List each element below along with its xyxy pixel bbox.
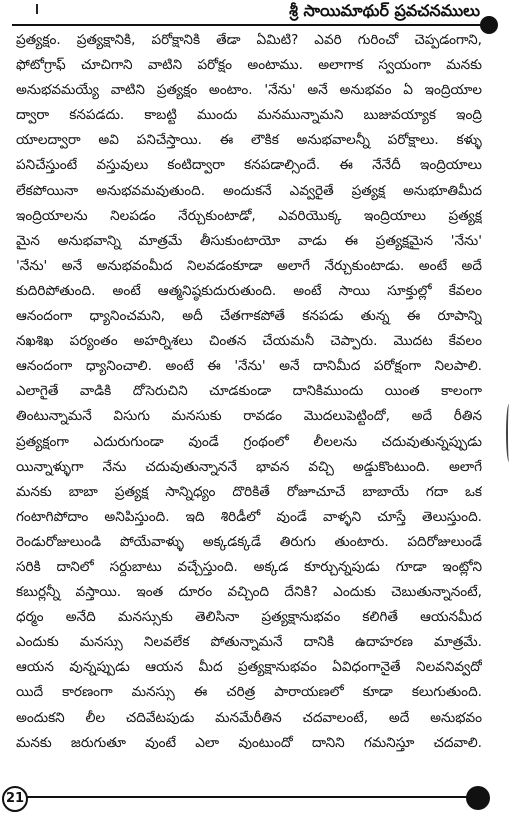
corner-tick-mark xyxy=(36,4,38,14)
text-line: మనకు బాబా ప్రత్యక్ష సాన్నిధ్యం దొరికితే రోజూచూచే బాబాయే గదా ఒక xyxy=(16,483,482,500)
running-head-title: శ్రీ సాయిమాథుర్ ప్రవచనములు xyxy=(289,1,480,20)
text-line: ఎందుకు మనస్సు నిలవలేక పోతున్నామనే దానికి ఉదాహరణ మాత్రమే. xyxy=(16,634,482,651)
text-line: ఎలాగైతే వాడికి దోసెరుచిని చూడకుండా దానికిముందు యింత కాలంగా xyxy=(16,383,482,400)
text-line: ఆయన వున్నప్పుడు ఆయన మీద ప్రత్యక్షానుభవం ఏవిధంగానైతే నిలవనివ్వదో xyxy=(16,659,482,676)
text-line: యిదే కారణంగా మనస్సు ఈ చరిత్ర పారాయణలో కూడా కలుగుతుంది. xyxy=(16,684,482,701)
text-line: అందుకని లీల చదివేటపుడు మనమేరీతిన చదవాలంటే, అదే అనుభవం xyxy=(16,709,482,726)
text-line: పనిచేస్తుంటే వస్తువులు కంటిద్వారా కనపడాల్సిందే. ఈ నేనేదీ ఇంద్రియాలు xyxy=(16,157,482,174)
text-line: ఆనందంగా ధ్యానించమని, అదీ చేతగాకపోతే కనపడు తున్న ఈ రూపాన్ని xyxy=(16,308,482,325)
text-line: ద్వారా కనపడదు. కాబట్టి ముందు మనమున్నామని బుజువయ్యాక ఇంద్రి xyxy=(16,107,482,124)
text-line: ప్రత్యక్షంగా ఎదురుగుండా వుండే గ్రంథంలో లీలలను చదువుతున్నప్పుడు xyxy=(16,433,482,450)
footer-ornament-dot xyxy=(466,786,490,810)
header-rule xyxy=(12,24,488,26)
footer-rule xyxy=(26,796,486,798)
body-text xyxy=(16,28,482,756)
page-number: 21 xyxy=(2,786,28,812)
text-line: అనుభవమయ్యే వాటిని ప్రత్యక్షం అంటాం. 'నేను' అనే అనుభవం ఏ ఇంద్రియాల xyxy=(16,82,482,99)
text-line: యాలద్వారా అవి పనిచేస్తాయి. ఈ లౌకిక అనుభవాలన్నీ పరోక్షాలు. కళ్ళు xyxy=(16,132,482,149)
text-line: ఆనందంగా ధ్యానించాలి. అంటే ఈ 'నేను' అనే దానిమీద పరోక్షంగా నిలపాలి. xyxy=(16,358,482,375)
text-line: ప్రత్యక్షం. ప్రత్యక్షానికి, పరోక్షానికి తేడా ఏమిటి? ఎవరి గురించో చెప్పడంగాని, xyxy=(16,32,482,48)
text-line: లేకపోయినా అనుభవమవుతుంది. అందుకనే ఎవ్వరైతే ప్రత్యక్ష అనుభూతిమీద xyxy=(16,182,482,199)
text-line: మనకు జరుగుతూ వుంటే ఎలా వుంటుందో దానిని గమనిస్తూ చదవాలి. xyxy=(16,734,482,751)
text-line: గంటాగిపోదాం అనిపిస్తుంది. ఇది శిరిడీలో వుండే వాళ్ళని చూస్తే తెలుస్తుంది. xyxy=(16,508,482,525)
text-line: ఇంద్రియాలను నిలపడం నేర్చుకుంటాడో, ఎవరియొక్క ఇంద్రియాలు ప్రత్యక్ష xyxy=(16,207,482,224)
text-line: ధర్మం అనేది మనస్సుకు తెలిసినా ప్రత్యక్షానుభవం కలిగితే ఆయనమీద xyxy=(16,609,482,626)
text-line: మైన అనుభవాన్ని మాత్రమే తీసుకుంటాయో వాడు ఈ ప్రత్యక్షమైన 'నేను' xyxy=(16,232,482,249)
text-line: కబుర్లన్నీ వస్తాయి. ఇంత దూరం వచ్చింది దేనికి? ఎందుకు చెబుతున్నానంటే, xyxy=(16,584,482,601)
margin-bracket-mark xyxy=(506,404,512,462)
text-line: రెండురోజులుండి పోయేవాళ్ళు అక్కడక్కడే తిరుగు తుంటారు. పదిరోజులుండే xyxy=(16,533,482,550)
text-line: తింటున్నామనే విసుగు మనసుకు రావడం మొదలుపెట్టిందో, అదే రీతిన xyxy=(16,408,482,425)
text-line: సరికి దానిలో సర్దుబాటు వచ్చేస్తుంది. అక్కడ కూర్చున్నపుడు గూడా ఇంట్లోని xyxy=(16,558,482,575)
text-line: 'నేను' అనే అనుభవంమీద నిలవడంకూడా అలాగే నేర్చుకుంటాడు. అంటే అదే xyxy=(16,257,482,274)
text-line: ఫోటోగ్రాఫ్ చూచిగాని వాటిని పరోక్షం అంటాము. అలాగాక స్వయంగా మనకు xyxy=(16,57,482,74)
text-line: యిన్నాళ్ళుగా నేను చదువుతున్నాననే భావన వచ్చి అడ్డుకొంటుంది. అలాగే xyxy=(16,458,482,475)
header-ornament-dot xyxy=(480,16,498,34)
text-line: కుదిరిపోతుంది. అంటే ఆత్మనిష్ఠకుదురుతుంది. అంటే సాయి సూక్తుల్లో కేవలం xyxy=(16,282,482,299)
text-line: నఖశిఖ పర్యంతం అహర్నిశలు చింతన చేయమనీ చెప్పారు. మొదట కేవలం xyxy=(16,333,482,350)
